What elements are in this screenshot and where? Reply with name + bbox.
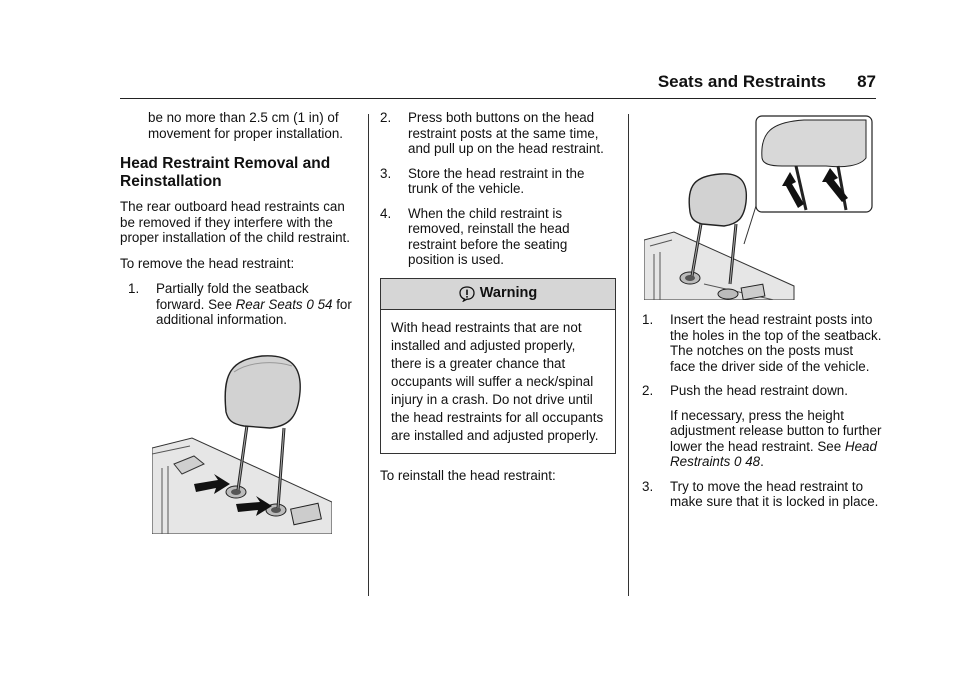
- continuation-text: be no more than 2.5 cm (1 in) of movement for proper installation.: [148, 110, 344, 141]
- section-heading: Head Restraint Removal and Reinstallation: [120, 155, 331, 190]
- step-number: 3.: [642, 478, 654, 494]
- head-restraint-reinstall-illustration: [644, 114, 874, 300]
- warning-title: Warning: [479, 284, 538, 301]
- removal-step-4: [380, 206, 616, 268]
- removal-step-2: [380, 110, 616, 157]
- reinstall-step-1: [642, 312, 882, 374]
- step-number: 1.: [128, 281, 140, 296]
- step-number: 1.: [642, 312, 654, 327]
- intro-paragraph: The rear outboard head restraints can be removed if they interfere with the proper installation of the child restraint.: [120, 199, 350, 245]
- page-header: [120, 72, 876, 99]
- step-text: Push the head restraint down.: [670, 383, 848, 398]
- page-number: 87: [857, 72, 876, 91]
- step-text: When the child restraint is removed, reinstall the head restraint before the seating position is used.: [408, 205, 570, 267]
- step-text: Press both buttons on the head restraint posts at the same time, and pull up on the head restraint.: [408, 110, 604, 156]
- step-number: 4.: [380, 205, 392, 221]
- warning-box: [380, 278, 616, 454]
- column-divider: [628, 114, 629, 596]
- removal-lead: To remove the head restraint:: [120, 255, 295, 271]
- reinstall-step-2-note: If necessary, press the height adjustment release button to further lower the head restraint. See Head Restraints 0 48.: [670, 407, 882, 469]
- note-text: If necessary, press the height adjustment release button to further lower the head restraint. See: [670, 407, 882, 454]
- column-middle: [380, 110, 616, 493]
- step-text: Store the head restraint in the trunk of the vehicle.: [408, 165, 585, 196]
- column-left: [120, 110, 358, 534]
- step-number: 3.: [380, 165, 392, 181]
- step-text-after: for additional information.: [156, 296, 352, 327]
- column-divider: [368, 114, 369, 596]
- section-title: Seats and Restraints: [657, 72, 826, 91]
- rear-seats-link[interactable]: Rear Seats 0 54: [235, 296, 333, 312]
- head-restraint-removal-illustration: [152, 352, 332, 534]
- removal-step-1: [120, 281, 358, 328]
- step-number: 2.: [380, 110, 392, 125]
- step-text: Insert the head restraint posts into the holes in the top of the seatback. The notches on the posts must face the driver side of the vehicle.: [670, 312, 882, 374]
- head-restraints-link[interactable]: Head Restraints 0 48: [670, 438, 877, 469]
- reinstall-lead: To reinstall the head restraint:: [380, 467, 556, 483]
- warning-header: [381, 279, 615, 310]
- removal-step-3: [380, 166, 616, 197]
- page-ref-symbol: 0: [734, 454, 742, 469]
- warning-symbol-icon: [459, 286, 475, 302]
- column-right: [642, 110, 882, 519]
- page-ref-symbol: 0: [306, 296, 314, 312]
- reinstall-step-3: [642, 479, 882, 510]
- step-text: Partially fold the seatback forward. See: [156, 281, 309, 312]
- warning-text: With head restraints that are not installed and adjusted properly, there is a greater chance that occupants will suffer a neck/spinal injury in a crash. Do not drive until the head restraints for all occupants are installed and adjusted properly.: [391, 319, 604, 443]
- step-number: 2.: [642, 383, 654, 398]
- step-text: Try to move the head restraint to make sure that it is locked in place.: [670, 478, 879, 509]
- reinstall-step-2: [642, 383, 882, 399]
